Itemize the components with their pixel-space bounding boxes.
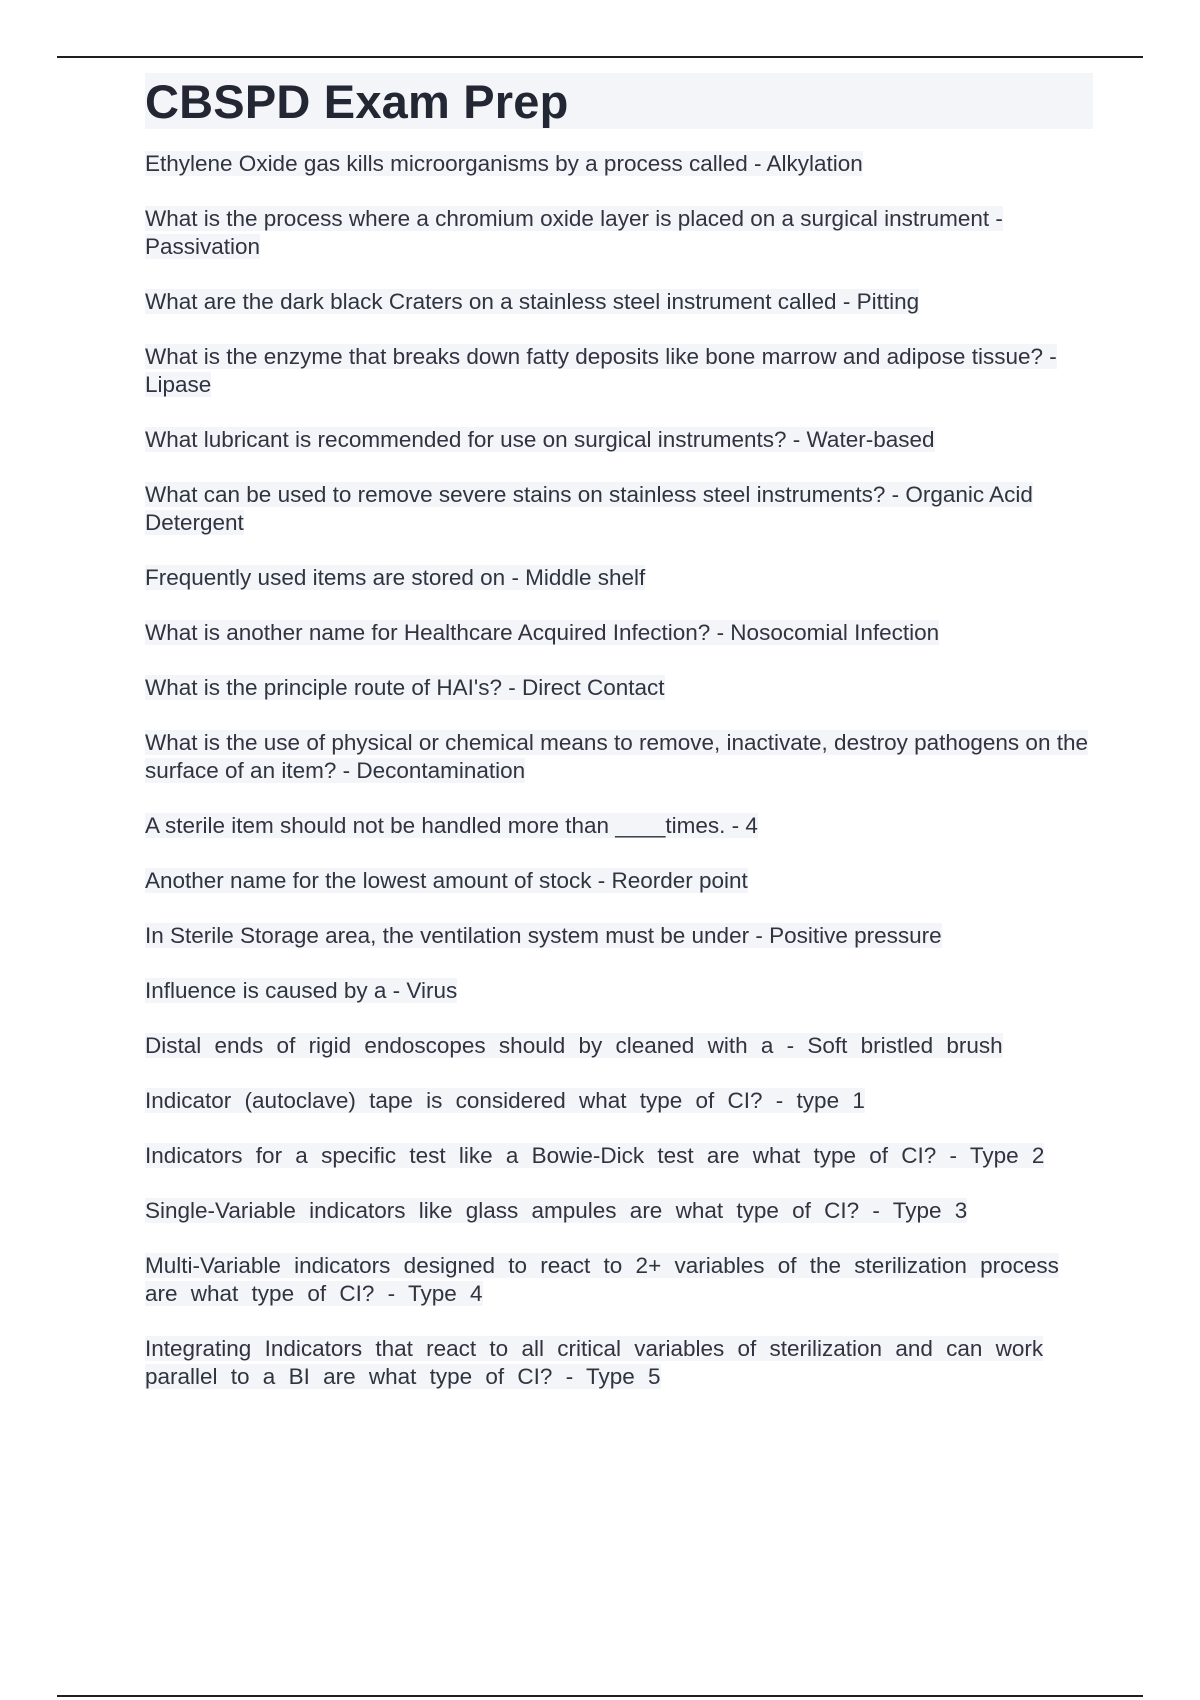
qa-item: Multi-Variable indicators designed to react to 2+ variables of the sterilization process are what type of CI? - Type 4 xyxy=(145,1253,1059,1306)
qa-item: What is another name for Healthcare Acquired Infection? - Nosocomial Infection xyxy=(145,620,940,645)
qa-item: What is the process where a chromium oxide layer is placed on a surgical instrument - Passivation xyxy=(145,206,1003,259)
qa-item: Frequently used items are stored on - Middle shelf xyxy=(145,565,646,590)
top-rule xyxy=(57,56,1143,58)
qa-item: What is the enzyme that breaks down fatty deposits like bone marrow and adipose tissue? - Lipase xyxy=(145,344,1057,397)
title-band xyxy=(145,73,1093,129)
qa-item: What is the principle route of HAI's? - Direct Contact xyxy=(145,675,665,700)
qa-item: What can be used to remove severe stains on stainless steel instruments? - Organic Acid Detergent xyxy=(145,482,1033,535)
qa-item: In Sterile Storage area, the ventilation system must be under - Positive pressure xyxy=(145,923,942,948)
qa-item: Indicator (autoclave) tape is considered what type of CI? - type 1 xyxy=(145,1088,865,1113)
qa-item: Ethylene Oxide gas kills microorganisms by a process called - Alkylation xyxy=(145,151,863,176)
qa-item: A sterile item should not be handled more than ____times. - 4 xyxy=(145,813,758,838)
qa-list xyxy=(145,150,1093,1391)
document-body xyxy=(145,73,1093,1418)
qa-item: What is the use of physical or chemical means to remove, inactivate, destroy pathogens on the surface of an item? - Decontamination xyxy=(145,730,1088,783)
qa-item: Distal ends of rigid endoscopes should by cleaned with a - Soft bristled brush xyxy=(145,1033,1003,1058)
qa-item: Single-Variable indicators like glass ampules are what type of CI? - Type 3 xyxy=(145,1198,968,1223)
bottom-rule xyxy=(57,1695,1143,1697)
page-title: CBSPD Exam Prep xyxy=(145,74,569,128)
qa-item: What lubricant is recommended for use on surgical instruments? - Water-based xyxy=(145,427,935,452)
qa-item: Integrating Indicators that react to all critical variables of sterilization and can work parallel to a BI are what type of CI? - Type 5 xyxy=(145,1336,1044,1389)
qa-item: Another name for the lowest amount of stock - Reorder point xyxy=(145,868,748,893)
qa-item: What are the dark black Craters on a stainless steel instrument called - Pitting xyxy=(145,289,920,314)
qa-item: Indicators for a specific test like a Bowie-Dick test are what type of CI? - Type 2 xyxy=(145,1143,1045,1168)
qa-item: Influence is caused by a - Virus xyxy=(145,978,458,1003)
